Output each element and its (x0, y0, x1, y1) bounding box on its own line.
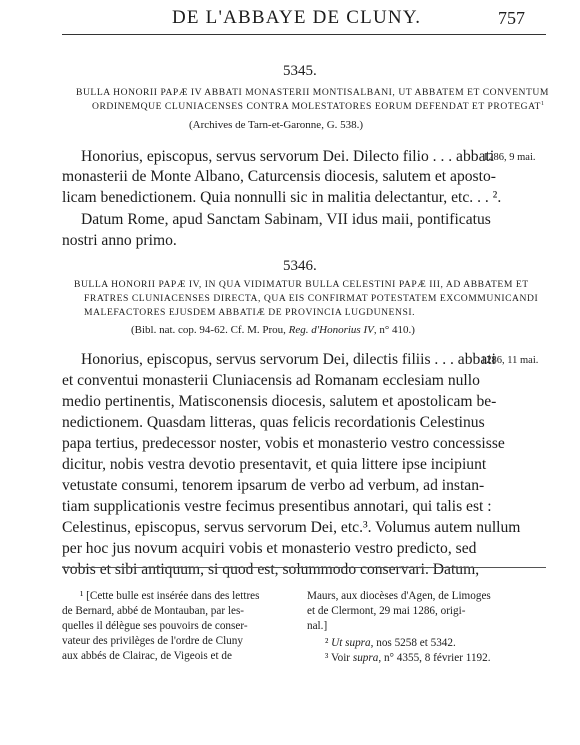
footnote-line: ² Ut supra, nos 5258 et 5342. (325, 637, 456, 649)
body-line: papa tertius, predecessor noster, vobis et monasterio vestro concessisse (62, 435, 505, 452)
body-line: per hoc jus novum acquiri vobis et monasterio vestro predicto, sed (62, 540, 477, 557)
footnote-line: quelles il délègue ses pouvoirs de conser- (62, 620, 248, 632)
body-line: Celestinus, episcopus, servus servorum Dei, etc.³. Volumus autem nullum (62, 519, 521, 536)
body-line: et conventui monasterii Cluniacensis ad Romanam ecclesiam nullo (62, 372, 480, 389)
page-number: 757 (498, 8, 525, 28)
body-line: vobis et sibi antiquum, si quod est, solummodo conservari. Datum, (62, 561, 480, 578)
body-line: Honorius, episcopus, servus servorum Dei, dilectis filiis . . . abbati (81, 351, 496, 368)
running-title: DE L'ABBAYE DE CLUNY. (172, 7, 422, 28)
footnote-line: vateur des privilèges de l'ordre de Cluny (62, 635, 243, 647)
charter-source: (Archives de Tarn-et-Garonne, G. 538.) (189, 119, 364, 131)
charter-number: 5345. (283, 63, 317, 79)
charter-rubric-line: BULLA HONORII PAPÆ IV ABBATI MONASTERII MONTISALBANI, UT ABBATEM ET CONVENTUM (76, 87, 549, 98)
body-line: vetustate consumi, tenorem ipsarum de verbo ad verbum, ad instan- (62, 477, 485, 494)
margin-date: 1286, 9 mai. (483, 152, 536, 163)
body-line: dicitur, nobis vestra devotio presentavit, et quia littere ipse incipiunt (62, 456, 487, 473)
body-line: nostri anno primo. (62, 232, 177, 249)
body-line: Datum Rome, apud Sanctam Sabinam, VII idus maii, pontificatus (81, 211, 491, 228)
footnote-line: Maurs, aux diocèses d'Agen, de Limoges (307, 590, 491, 602)
body-line: monasterii de Monte Albano, Caturcensis diocesis, salutem et aposto- (62, 168, 496, 185)
footnote-line: ¹ [Cette bulle est insérée dans des lettres (80, 590, 260, 602)
charter-rubric-line: ORDINEMQUE CLUNIACENSES CONTRA MOLESTATORES EORUM DEFENDAT ET PROTEGAT$^1$ (92, 100, 545, 112)
body-line: medio pertinentis, Matisconensis diocesis, salutem et apostolicam be- (62, 393, 497, 410)
margin-date: 1286, 11 mai. (481, 355, 539, 366)
charter-source: (Bibl. nat. cop. 94-62. Cf. M. Prou, Reg. d'Honorius IV, n° 410.) (131, 324, 415, 336)
footnote-line: et de Clermont, 29 mai 1286, origi- (307, 605, 466, 617)
footnote-line: ³ Voir supra, n° 4355, 8 février 1192. (325, 652, 491, 664)
charter-rubric-line: MALEFACTORES EJUSDEM ABBATIÆ DE PROVINCIA LUGDUNENSI. (84, 307, 416, 318)
charter-rubric-line: BULLA HONORII PAPÆ IV, IN QUA VIDIMATUR BULLA CELESTINI PAPÆ III, AD ABBATEM ET (74, 279, 529, 290)
body-line: tiam supplicationis vestre fecimus presentibus annotari, qui talis est : (62, 498, 492, 515)
body-line: Honorius, episcopus, servus servorum Dei. Dilecto filio . . . abbati (81, 148, 495, 165)
charter-number: 5346. (283, 258, 317, 274)
footnote-rule (62, 567, 546, 568)
header-rule (62, 34, 546, 35)
footnote-ref: 1 (540, 100, 545, 107)
body-line: licam benedictionem. Quia nonnulli sic in malitia delectantur, etc. . . ². (62, 189, 502, 206)
footnote-line: nal.] (307, 620, 328, 632)
charter-rubric-line: FRATRES CLUNIACENSES DIRECTA, QUA EIS CONFIRMAT POTESTATEM EXCOMMUNICANDI (84, 293, 539, 304)
body-line: nedictionem. Quasdam litteras, quas felicis recordationis Celestinus (62, 414, 485, 431)
footnote-line: de Bernard, abbé de Montauban, par les- (62, 605, 245, 617)
footnote-line: aux abbés de Clairac, de Vigeois et de (62, 650, 232, 662)
